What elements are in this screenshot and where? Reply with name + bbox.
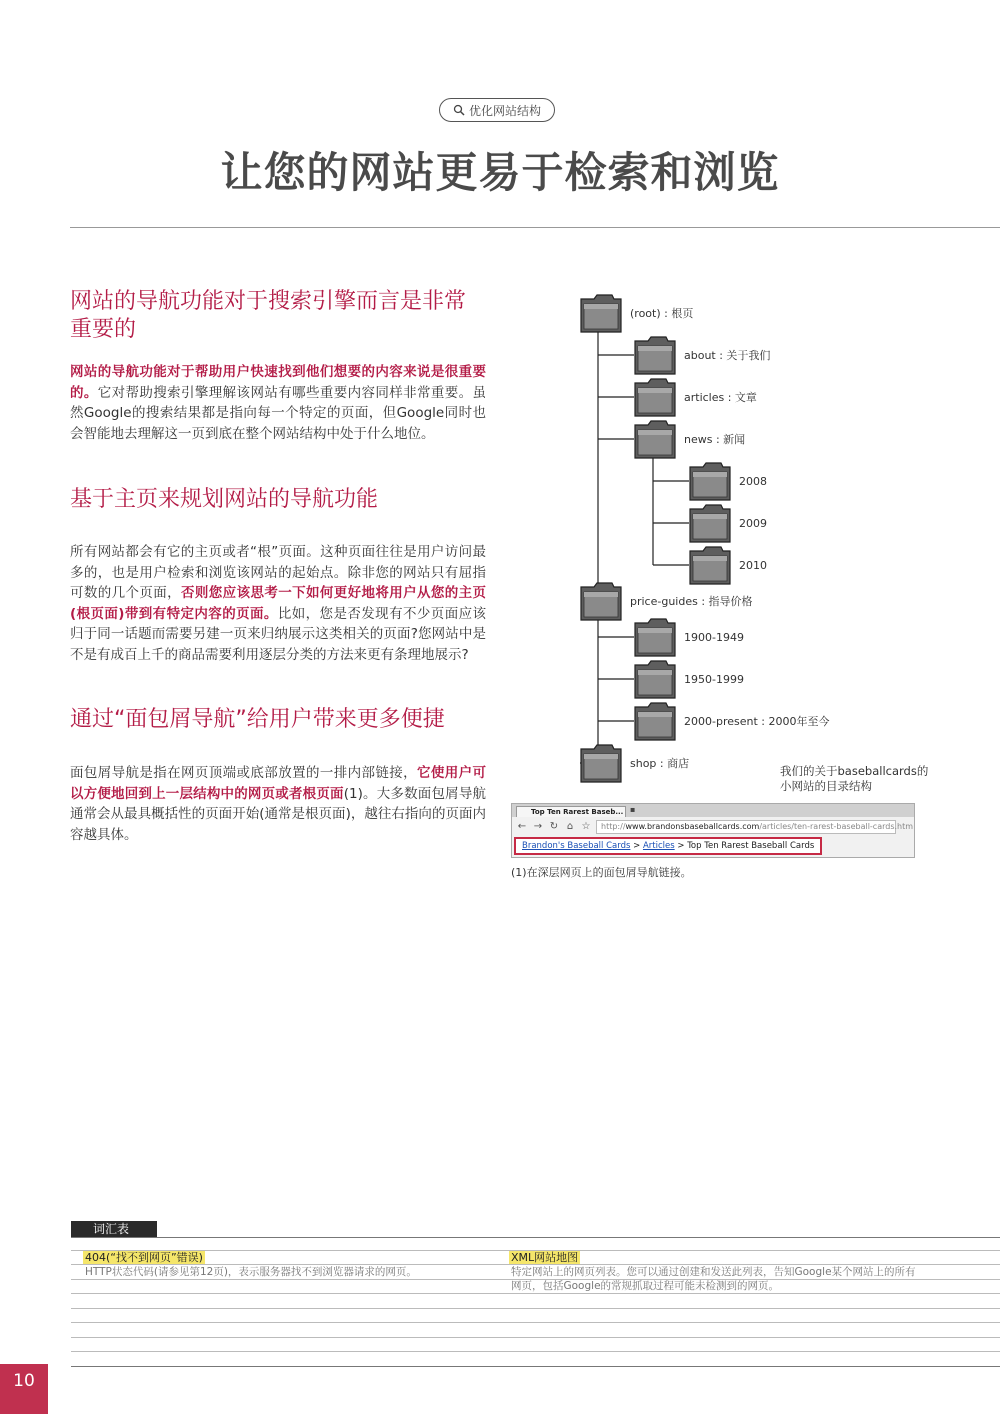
highlight-text: 否则您应该思考一下如何更好地将用户从您的主页(根页面)带到有特定内容的页面。 xyxy=(70,585,487,622)
tree-node-label: price-guides : 指导价格 xyxy=(630,595,753,608)
glossary-rule xyxy=(71,1293,1000,1294)
glossary-rule xyxy=(71,1250,1000,1251)
glossary-rule xyxy=(71,1264,1000,1265)
new-tab-icon: ▪ xyxy=(630,805,636,814)
browser-tab: Top Ten Rarest Baseb... xyxy=(516,806,626,817)
url-scheme: http:// xyxy=(601,822,626,831)
tree-node xyxy=(634,659,744,699)
search-icon xyxy=(453,104,465,116)
paragraph-text: 它对帮助搜索引擎理解该网站有哪些重要内容同样非常重要。虽然Google的搜索结果都是指向每一个特定的页面，但Google同时也会智能地去理解这一页到底在整个网站结构中处于什么地位。 xyxy=(70,384,487,442)
address-bar xyxy=(596,820,914,834)
section-heading-homepage: 基于主页来规划网站的导航功能 xyxy=(70,487,379,512)
glossary-definition: 特定网站上的网页列表。您可以通过创建和发送此列表，告知Google某个网站上的所有网页，包括Google的常规抓取过程可能未检测到的网页。 xyxy=(511,1266,916,1292)
folder-icon xyxy=(634,377,676,417)
section-paragraph-navigation xyxy=(70,362,486,444)
reload-icon: ↻ xyxy=(549,821,559,832)
forward-icon: → xyxy=(533,821,543,832)
browser-tab-bar xyxy=(512,804,914,817)
tree-node-label: shop : 商店 xyxy=(630,757,690,770)
url-host: www.brandonsbaseballcards.com xyxy=(625,822,760,831)
highlight-text: 它使用户可以方便地回到上一层结构中的网页或者根页面 xyxy=(70,765,487,802)
tree-node-label: 2010 xyxy=(739,558,767,572)
browser-screenshot xyxy=(511,803,915,858)
tree-node xyxy=(634,335,770,375)
folder-icon xyxy=(580,581,622,621)
tree-node xyxy=(580,293,693,333)
paragraph-text: 面包屑导航是指在网页顶端或底部放置的一排内部链接， xyxy=(70,765,417,781)
tree-node xyxy=(634,701,829,741)
back-icon: ← xyxy=(517,821,527,832)
glossary-rule xyxy=(71,1308,1000,1309)
section-tag xyxy=(439,98,555,122)
tree-node-label: 1950-1999 xyxy=(684,672,744,686)
tree-node-label: (root) : 根页 xyxy=(630,307,694,320)
home-icon: ⌂ xyxy=(566,821,574,832)
glossary-term: XML网站地图 xyxy=(511,1251,579,1264)
page-title: 让您的网站更易于检索和浏览 xyxy=(220,148,780,197)
folder-icon xyxy=(689,461,731,501)
glossary-rule xyxy=(71,1337,1000,1338)
folder-icon xyxy=(580,293,622,333)
tree-node xyxy=(634,419,745,459)
title-divider xyxy=(70,227,1000,228)
folder-icon xyxy=(634,617,676,657)
tree-node xyxy=(580,743,689,783)
section-heading-breadcrumb: 通过“面包屑导航”给用户带来更多便捷 xyxy=(70,707,445,732)
glossary-rule xyxy=(71,1279,1000,1280)
glossary-rule xyxy=(71,1237,1000,1238)
section-tag-label: 优化网站结构 xyxy=(468,103,541,118)
folder-icon xyxy=(634,335,676,375)
folder-icon xyxy=(689,545,731,585)
breadcrumb-current: Top Ten Rarest Baseball Cards xyxy=(687,841,815,851)
tree-node xyxy=(689,461,767,501)
glossary-rule xyxy=(71,1351,1000,1352)
tree-node-label: 1900-1949 xyxy=(684,630,744,644)
breadcrumb-link-articles: Articles xyxy=(642,841,675,851)
browser-caption: (1)在深层网页上的面包屑导航链接。 xyxy=(511,866,692,879)
breadcrumb-separator: > xyxy=(630,841,643,851)
paragraph-text: 比如，您是否发现有不少页面应该归于同一话题而需要另建一页来归纳展示这类相关的页面?您网站中是不是有成百上千的商品需要利用逐层分类的方法来更有条理地展示? xyxy=(70,605,487,663)
paragraph-text: 所有网站都会有它的主页或者“根”页面。这种页面往往是用户访问最多的，也是用户检索和浏览该网站的起始点。除非您的网站只有屈指可数的几个页面， xyxy=(70,544,486,601)
breadcrumb-link-home: Brandon's Baseball Cards xyxy=(522,841,631,851)
section-paragraph-breadcrumb xyxy=(70,763,486,845)
highlight-text: 网站的导航功能对于帮助用户快速找到他们想要的内容来说是很重要的。 xyxy=(70,364,486,401)
tree-node-label: 2008 xyxy=(739,474,767,488)
glossary-rule xyxy=(71,1366,1000,1367)
tree-node-label: 2009 xyxy=(739,516,767,530)
section-heading-navigation: 网站的导航功能对于搜索引擎而言是非常重要的 xyxy=(70,289,467,342)
tree-node-label: about : 关于我们 xyxy=(684,349,771,362)
tree-node-label: articles : 文章 xyxy=(684,391,757,404)
breadcrumb-separator: > xyxy=(674,841,688,851)
tree-node xyxy=(580,581,753,621)
section-paragraph-homepage xyxy=(70,542,486,665)
glossary-definition: HTTP状态代码(请参见第12页)，表示服务器找不到浏览器请求的网页。 xyxy=(85,1266,417,1278)
folder-icon xyxy=(634,419,676,459)
tree-node-label: news : 新闻 xyxy=(684,433,746,446)
url-path: /articles/ten-rarest-baseball-cards.htm xyxy=(759,822,914,831)
folder-icon xyxy=(634,701,676,741)
tree-caption: 我们的关于baseballcards的小网站的目录结构 xyxy=(780,764,929,793)
glossary-rule xyxy=(71,1322,1000,1323)
paragraph-text: (1)。大多数面包屑导航通常会从最具概括性的页面开始(通常是根页面)，越往右指向的页面内容越具体。 xyxy=(70,785,487,843)
tree-node-label: 2000-present : 2000年至今 xyxy=(684,715,830,728)
tree-node xyxy=(689,503,767,543)
directory-tree-diagram xyxy=(570,285,950,795)
tree-node xyxy=(634,617,744,657)
glossary-term: 404(“找不到网页”错误) xyxy=(85,1251,203,1264)
folder-icon xyxy=(580,743,622,783)
glossary-tab: 词汇表 xyxy=(71,1221,157,1238)
breadcrumb xyxy=(514,837,822,855)
folder-icon xyxy=(634,659,676,699)
tree-node xyxy=(634,377,757,417)
folder-icon xyxy=(689,503,731,543)
browser-nav-bar xyxy=(512,817,914,837)
star-icon: ☆ xyxy=(581,821,591,832)
page-number: 10 xyxy=(0,1364,48,1414)
tree-node xyxy=(689,545,767,585)
